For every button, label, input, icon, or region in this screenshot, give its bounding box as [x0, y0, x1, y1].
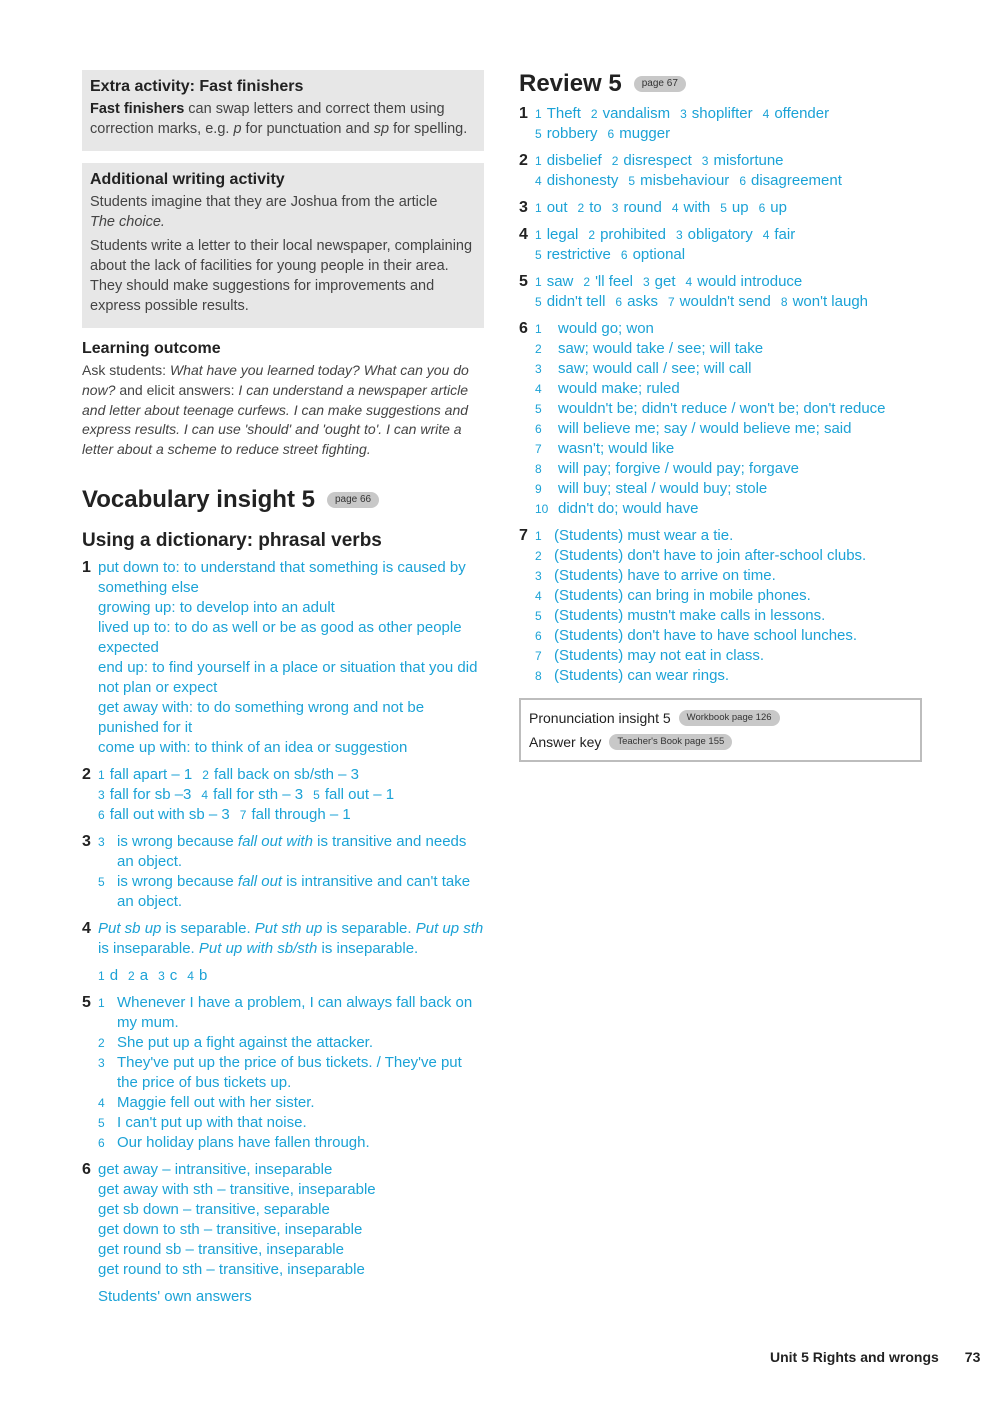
review-ex7-row: [535, 666, 921, 686]
item-text: robbery: [546, 125, 598, 142]
item-number: 1: [535, 154, 542, 168]
item-text: fall for sb –3: [109, 785, 192, 803]
review-ex2-item: [612, 152, 692, 169]
review-ex4-item: [535, 246, 611, 263]
vocab-ex5-row: [98, 1113, 484, 1133]
item-text: (Students) don't have to join after-school clubs.: [554, 547, 867, 564]
item-text: She put up a fight against the attacker.: [117, 1033, 374, 1051]
item-number: 10: [535, 502, 549, 516]
review-page-badge: page 67: [634, 76, 686, 92]
vocab-subtitle: Using a dictionary: phrasal verbs: [82, 529, 382, 551]
item-text: fall for sth – 3: [213, 785, 304, 803]
review-ex1-item: [591, 105, 670, 122]
vocab-exercise-6: 6 get away – intransitive, inseparable get away with sth – transitive, inseparable get sb down – transitive, separable get down to sth – transitive, inseparable get round sb – transitive, inseparable get round to sth – transitive, inseparable Students' own answers: [82, 1160, 484, 1307]
review-ex3-line: [535, 198, 921, 218]
item-text: I can't put up with that noise.: [117, 1113, 307, 1131]
item-text: fall out with sb – 3: [109, 805, 230, 823]
review-ex5-item: [535, 293, 605, 310]
item-text: fall apart – 1: [109, 765, 193, 783]
teachers-book-ref-badge: Teacher's Book page 155: [609, 734, 732, 750]
item-number: 6: [98, 1135, 105, 1150]
item-text: get: [654, 273, 676, 290]
vocab-ex1-item: end up: to find yourself in a place or situation that you did not plan or expect: [98, 658, 478, 696]
item-text: fair: [774, 226, 796, 243]
vocab-ex4-pairs-item: [187, 967, 207, 984]
item-number: 1: [535, 322, 542, 336]
review-ex4-item: [763, 226, 796, 243]
review-exercise-5: 5 1 saw 2 'll feel 3 get 4 would introduce 5 didn't tell 6 asks 7 wouldn't send 8 won't laugh: [519, 272, 921, 312]
item-text: fall back on sb/sth – 3: [213, 765, 360, 783]
item-text: out: [546, 199, 568, 216]
item-number: 2: [202, 767, 209, 782]
item-text: is wrong because fall out is intransitive and can't take an object.: [117, 872, 471, 910]
review-ex1-line: [535, 124, 921, 144]
item-number: 4: [201, 787, 209, 802]
additional-writing-box: [82, 163, 484, 328]
item-number: 4: [535, 382, 542, 396]
review-ex4-line: [535, 225, 921, 245]
vocab-ex4-pairs-item: [98, 967, 118, 984]
item-text: d: [109, 966, 119, 984]
item-number: 5: [98, 1115, 105, 1130]
item-text: dishonesty: [546, 172, 619, 189]
item-number: 2: [535, 549, 542, 563]
review-ex1-item: [535, 125, 598, 142]
item-number: 6: [607, 127, 615, 141]
vocab-ex6-item: get away – intransitive, inseparable: [98, 1160, 333, 1178]
review-ex1-item: [763, 105, 829, 122]
item-number: 5: [535, 402, 542, 416]
item-number: 2: [611, 154, 619, 168]
extra-activity-title: Extra activity: Fast finishers: [90, 78, 304, 95]
additional-writing-p2: Students write a letter to their local newspaper, complaining about the lack of facilities for young people in their area. They should make suggestions for improvements and express possible results.: [90, 238, 473, 314]
item-number: 5: [535, 248, 542, 262]
item-number: 8: [780, 295, 788, 309]
item-text: wasn't; would like: [558, 440, 675, 457]
item-number: 1: [535, 201, 542, 215]
footer-unit: Unit 5 Rights and wrongs: [770, 1349, 939, 1365]
item-number: 4: [671, 201, 679, 215]
vocab-ex2-item: [202, 766, 359, 783]
item-number: 3: [701, 154, 709, 168]
item-text: is wrong because fall out with is transitive and needs an object.: [117, 832, 467, 870]
review-ex2-line: [535, 151, 921, 171]
review-ex2-item: [702, 152, 784, 169]
item-number: 5: [720, 201, 727, 215]
item-text: will buy; steal / would buy; stole: [558, 480, 768, 497]
review-ex6-row: [535, 399, 921, 419]
item-number: 6: [758, 201, 766, 215]
item-text: (Students) may not eat in class.: [554, 647, 765, 664]
review-ex5-line: [535, 272, 921, 292]
item-text: They've put up the price of bus tickets. / They've put the price of bus tickets up.: [117, 1053, 462, 1091]
item-text: Theft: [546, 105, 581, 122]
review-ex7-row: [535, 526, 921, 546]
item-number: 2: [588, 228, 596, 242]
right-column: [519, 70, 921, 762]
vocab-ex4-pairs-line: [98, 966, 484, 986]
item-number: 5: [535, 609, 542, 623]
item-number: 3: [535, 569, 542, 583]
vocab-title: Vocabulary insight 5 page 66: [82, 486, 484, 514]
item-number: 3: [158, 968, 165, 983]
item-number: 2: [590, 107, 598, 121]
item-text: would make; ruled: [558, 380, 680, 397]
item-text: (Students) don't have to have school lunches.: [554, 627, 858, 644]
vocab-ex2-item: [201, 786, 303, 803]
vocab-ex6-item: get round sb – transitive, inseparable: [98, 1240, 344, 1258]
item-number: 7: [239, 807, 247, 822]
review-ex6-row: [535, 319, 921, 339]
item-text: restrictive: [546, 246, 611, 263]
review-exercise-7: 7 1 (Students) must wear a tie. 2 (Students) don't have to join after-school clubs. 3 (Students) have to arrive on time. 4 (Students) can bring in mobile phones. 5 (Students) mustn't make calls in lessons. 6 (Students) don't have to have school lunches. 7 (Students) may not eat in class. 8 (Students) can wear rings.: [519, 526, 921, 686]
item-text: misbehaviour: [640, 172, 730, 189]
additional-writing-p1: Students imagine that they are Joshua from the article The choice.: [90, 194, 438, 230]
item-number: 2: [583, 275, 591, 289]
item-text: (Students) have to arrive on time.: [554, 567, 776, 584]
vocab-ex5-row: [98, 1093, 484, 1113]
learning-outcome-title: Learning outcome: [82, 340, 221, 357]
review-ex3-item: [535, 199, 568, 216]
item-number: 3: [611, 201, 619, 215]
item-text: a: [139, 966, 149, 984]
item-number: 3: [535, 362, 542, 376]
review-ex7-row: [535, 546, 921, 566]
review-ex5-item: [668, 293, 771, 310]
vocab-page-badge: page 66: [327, 492, 379, 508]
review-ex6-row: [535, 359, 921, 379]
item-number: 7: [667, 295, 675, 309]
item-number: 6: [620, 248, 628, 262]
item-number: 8: [535, 462, 542, 476]
item-text: won't laugh: [792, 293, 869, 310]
review-exercise-2: 2 1 disbelief 2 disrespect 3 misfortune 4 dishonesty 5 misbehaviour 6 disagreement: [519, 151, 921, 191]
item-number: 5: [313, 787, 320, 802]
review-ex6-row: [535, 459, 921, 479]
vocab-ex2-item: [240, 806, 351, 823]
item-text: saw; would call / see; will call: [558, 360, 752, 377]
review-ex1-item: [680, 105, 753, 122]
review-ex7-row: [535, 606, 921, 626]
item-number: 7: [535, 442, 542, 456]
item-number: 2: [98, 1035, 105, 1050]
item-number: 1: [535, 107, 542, 121]
item-text: b: [198, 966, 208, 984]
vocab-ex1-item: put down to: to understand that something is caused by something else: [98, 558, 466, 596]
pronunciation-answer-box: [519, 698, 922, 762]
vocab-ex6-extra: Students' own answers: [98, 1287, 252, 1305]
item-number: 4: [685, 275, 693, 289]
item-text: (Students) must wear a tie.: [554, 527, 734, 544]
item-text: (Students) can wear rings.: [554, 667, 730, 684]
vocab-ex1-item: lived up to: to do as well or be as good as other people expected: [98, 618, 462, 656]
vocab-ex5-row: [98, 1053, 484, 1093]
vocab-exercise-2: 2 1 fall apart – 1 2 fall back on sb/sth – 3 3 fall for sb –3 4 fall for sth – 3 5 fall out – 1 6 fall out with sb – 3 7 fall through – 1: [82, 765, 484, 825]
review-ex6-row: [535, 499, 921, 519]
vocab-ex6-item: get down to sth – transitive, inseparable: [98, 1220, 363, 1238]
item-text: up: [770, 199, 787, 216]
review-ex6-row: [535, 339, 921, 359]
item-text: would introduce: [697, 273, 803, 290]
review-ex3-item: [672, 199, 710, 216]
item-text: with: [683, 199, 711, 216]
vocab-exercise-5: 5 1 Whenever I have a problem, I can always fall back on my mum. 2 She put up a fight against the attacker. 3 They've put up the price of bus tickets. / They've put the price of bus tickets up. 4 Maggie fell out with her sister. 5 I can't put up with that noise. 6 Our holiday plans have fallen through.: [82, 993, 484, 1153]
review-ex3-item: [612, 199, 662, 216]
review-ex6-row: [535, 439, 921, 459]
item-number: 5: [628, 174, 636, 188]
item-number: 3: [680, 107, 687, 121]
item-text: obligatory: [687, 226, 753, 243]
item-text: didn't do; would have: [558, 500, 699, 517]
review-ex3-item: [578, 199, 602, 216]
review-ex5-item: [583, 273, 633, 290]
item-text: mugger: [619, 125, 671, 142]
vocab-ex6-item: get away with sth – transitive, inseparable: [98, 1180, 376, 1198]
vocab-ex1-item: get away with: to do something wrong and not be punished for it: [98, 698, 425, 736]
extra-activity-text: Fast finishers can swap letters and correct them using correction marks, e.g. p for punctuation and sp for spelling.: [90, 101, 468, 137]
item-text: saw: [546, 273, 574, 290]
item-number: 6: [615, 295, 623, 309]
vocab-ex5-row: [98, 1033, 484, 1053]
review-ex7-row: [535, 646, 921, 666]
item-text: wouldn't send: [679, 293, 771, 310]
item-text: wouldn't be; didn't reduce / won't be; don't reduce: [558, 400, 886, 417]
review-ex4-item: [588, 226, 666, 243]
item-number: 5: [535, 127, 542, 141]
vocab-ex2-line: [98, 805, 484, 825]
item-number: 1: [98, 968, 105, 983]
review-ex2-item: [739, 172, 842, 189]
review-ex1-line: [535, 104, 921, 124]
review-ex4-item: [535, 226, 578, 243]
item-number: 1: [535, 275, 542, 289]
vocab-ex4-pairs-item: [158, 967, 177, 984]
item-number: 6: [535, 422, 542, 436]
item-number: 1: [535, 529, 542, 543]
item-text: offender: [774, 105, 830, 122]
vocab-ex4-text: Put sb up is separable. Put sth up is separable. Put up sth is inseparable. Put up with sb/sth is inseparable.: [98, 919, 484, 957]
vocab-ex2-item: [98, 786, 191, 803]
review-ex7-row: [535, 626, 921, 646]
page-number: 73: [964, 1349, 981, 1365]
vocab-ex2-line: [98, 765, 484, 785]
review-ex7-row: [535, 566, 921, 586]
review-title: Review 5 page 67: [519, 70, 921, 98]
item-text: disagreement: [751, 172, 842, 189]
additional-writing-title: Additional writing activity: [90, 171, 285, 188]
review-ex4-item: [676, 226, 753, 243]
item-number: 3: [98, 834, 105, 849]
item-text: shoplifter: [691, 105, 753, 122]
review-exercise-3: 3 1 out 2 to 3 round 4 with 5 up 6 up: [519, 198, 921, 218]
item-text: (Students) can bring in mobile phones.: [554, 587, 811, 604]
item-number: 1: [535, 228, 542, 242]
item-number: 3: [675, 228, 683, 242]
vocab-ex2-item: [313, 786, 394, 803]
item-number: 6: [535, 629, 542, 643]
item-number: 2: [535, 342, 542, 356]
item-text: (Students) mustn't make calls in lessons.: [554, 607, 826, 624]
vocab-ex1-item: growing up: to develop into an adult: [98, 598, 335, 616]
item-number: 2: [128, 968, 135, 983]
vocab-ex2-line: [98, 785, 484, 805]
review-ex5-item: [535, 273, 573, 290]
item-text: prohibited: [600, 226, 666, 243]
item-text: will pay; forgive / would pay; forgave: [558, 460, 799, 477]
item-text: to: [589, 199, 602, 216]
review-exercise-4: 4 1 legal 2 prohibited 3 obligatory 4 fair 5 restrictive 6 optional: [519, 225, 921, 265]
review-ex5-item: [686, 273, 803, 290]
review-ex2-line: [535, 171, 921, 191]
review-ex3-item: [759, 199, 787, 216]
item-number: 5: [98, 874, 105, 889]
left-column: [82, 70, 484, 1314]
item-number: 6: [739, 174, 746, 188]
item-number: 7: [535, 649, 542, 663]
item-text: Our holiday plans have fallen through.: [117, 1133, 370, 1151]
item-number: 3: [642, 275, 650, 289]
item-number: 3: [98, 787, 105, 802]
item-number: 4: [762, 228, 770, 242]
item-number: 4: [535, 174, 542, 188]
review-exercise-6: 6 1 would go; won 2 saw; would take / see; will take 3 saw; would call / see; will call 4 would make; ruled 5 wouldn't be; didn't reduce / won't be; don't reduce 6 will believe me; say / would believe me; said 7 wasn't; would like 8 will pay; forgive / would pay; forgave 9 will buy; steal / would buy; stole 10 didn't do; would have: [519, 319, 921, 519]
vocab-ex2-item: [98, 766, 192, 783]
review-ex2-item: [628, 172, 729, 189]
review-ex1-item: [535, 105, 581, 122]
item-text: up: [731, 199, 749, 216]
item-text: fall through – 1: [251, 805, 351, 823]
review-ex7-row: [535, 586, 921, 606]
item-text: c: [169, 966, 178, 984]
item-text: fall out – 1: [324, 785, 395, 803]
item-text: Maggie fell out with her sister.: [117, 1093, 315, 1111]
item-number: 8: [535, 669, 542, 683]
workbook-ref-badge: Workbook page 126: [679, 710, 780, 726]
item-number: 4: [187, 968, 194, 983]
item-text: saw; would take / see; will take: [558, 340, 764, 357]
vocab-exercise-4: 4 Put sb up is separable. Put sth up is separable. Put up sth is inseparable. Put up with sb/sth is inseparable. 1 d 2 a 3 c 4 b: [82, 919, 484, 984]
item-number: 9: [535, 482, 542, 496]
item-text: vandalism: [602, 105, 671, 122]
review-ex6-row: [535, 419, 921, 439]
vocab-ex5-row: [98, 993, 484, 1033]
review-ex4-item: [621, 246, 685, 263]
answer-key-row: Answer key Teacher's Book page 155: [529, 730, 912, 754]
vocab-ex1-item: come up with: to think of an idea or suggestion: [98, 738, 408, 756]
vocab-ex5-row: [98, 1133, 484, 1153]
item-text: optional: [632, 246, 686, 263]
vocab-exercise-3: 3 3 is wrong because fall out with is transitive and needs an object. 5 is wrong because fall out is intransitive and can't take an object.: [82, 832, 484, 912]
review-ex1-item: [608, 125, 671, 142]
vocab-ex6-item: get sb down – transitive, separable: [98, 1200, 330, 1218]
item-text: will believe me; say / would believe me; said: [558, 420, 852, 437]
item-text: 'll feel: [595, 273, 633, 290]
review-ex6-row: [535, 379, 921, 399]
page-footer: [770, 1349, 980, 1365]
item-number: 1: [98, 767, 105, 782]
pronunciation-row: Pronunciation insight 5 Workbook page 126: [529, 706, 912, 730]
review-ex6-row: [535, 479, 921, 499]
item-text: disbelief: [546, 152, 602, 169]
item-text: legal: [546, 226, 579, 243]
item-number: 4: [98, 1095, 105, 1110]
vocab-exercise-1: 1 put down to: to understand that something is caused by something else growing up: to develop into an adult lived up to: to do as well or be as good as other people expected end up: to find yourself in a place or situation that you did not plan or expect get away with: to do something wrong and not be punished for it come up with: to think of an idea or suggestion: [82, 558, 484, 758]
item-text: would go; won: [558, 320, 654, 337]
item-number: 5: [535, 295, 542, 309]
vocab-ex6-item: get round to sth – transitive, inseparable: [98, 1260, 365, 1278]
item-text: misfortune: [713, 152, 784, 169]
learning-outcome-text: Ask students: What have you learned today? What can you do now? and elicit answers: I can understand a newspaper article and letter about teenage curfews. I can make suggestions and express results. I can use 'should' and 'ought to'. I can write a letter about a scheme to reduce street fighting.: [82, 362, 469, 458]
item-text: round: [623, 199, 662, 216]
review-ex4-line: [535, 245, 921, 265]
item-number: 1: [98, 995, 105, 1010]
item-number: 2: [577, 201, 585, 215]
review-ex5-line: [535, 292, 921, 312]
review-ex3-item: [720, 199, 748, 216]
review-ex5-item: [643, 273, 676, 290]
vocab-ex4-pairs-item: [128, 967, 148, 984]
review-ex2-item: [535, 152, 602, 169]
extra-activity-box: [82, 70, 484, 151]
item-number: 6: [98, 807, 105, 822]
item-number: 4: [535, 589, 542, 603]
item-number: 3: [98, 1055, 105, 1070]
review-ex2-item: [535, 172, 618, 189]
review-exercise-1: 1 1 Theft 2 vandalism 3 shoplifter 4 offender 5 robbery 6 mugger: [519, 104, 921, 144]
item-text: didn't tell: [546, 293, 606, 310]
item-number: 4: [762, 107, 770, 121]
learning-outcome: [82, 340, 484, 460]
review-ex5-item: [781, 293, 868, 310]
vocab-ex2-item: [98, 806, 230, 823]
vocab-ex3-row: [98, 832, 484, 872]
item-text: Whenever I have a problem, I can always fall back on my mum.: [117, 993, 473, 1031]
item-text: asks: [627, 293, 658, 310]
vocab-ex3-row: [98, 872, 484, 912]
item-text: disrespect: [623, 152, 692, 169]
review-ex5-item: [615, 293, 658, 310]
